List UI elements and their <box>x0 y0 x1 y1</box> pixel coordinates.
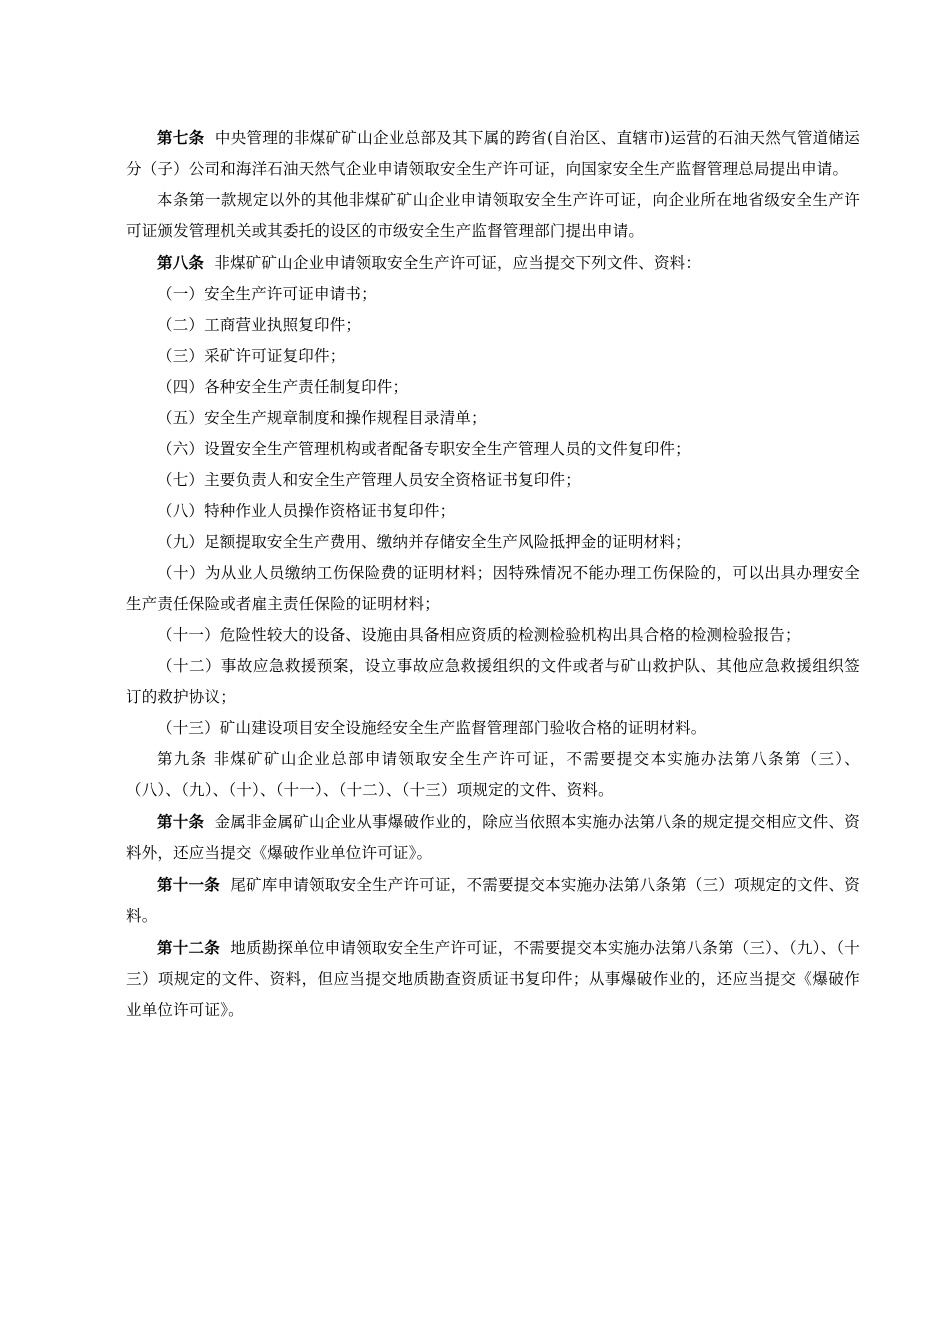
article-heading: 第八条 <box>157 253 205 272</box>
paragraph-text: 金属非金属矿山企业从事爆破作业的，除应当依照本实施办法第八条的规定提交相应文件、资料外，还应当提交《爆破作业单位许可证》。 <box>126 813 860 862</box>
list-item <box>126 465 860 496</box>
list-item-text: （十二）事故应急救援预案，设立事故应急救援组织的文件或者与矿山救护队、其他应急救援组织签订的救护协议； <box>126 657 860 706</box>
paragraph-article-7 <box>126 122 860 185</box>
list-item <box>126 620 860 651</box>
list-item-text: （十）为从业人员缴纳工伤保险费的证明材料；因特殊情况不能办理工伤保险的，可以出具办理安全生产责任保险或者雇主责任保险的证明材料； <box>126 564 860 613</box>
list-item <box>126 713 860 744</box>
paragraph-article-11 <box>126 869 860 932</box>
list-item <box>126 651 860 713</box>
article-heading: 第十二条 <box>157 938 220 957</box>
paragraph-text: 尾矿库申请领取安全生产许可证，不需要提交本实施办法第八条第（三）项规定的文件、资料。 <box>126 876 860 925</box>
list-item-text: （五）安全生产规章制度和操作规程目录清单； <box>157 409 487 427</box>
list-item-text: （十一）危险性较大的设备、设施由具备相应资质的检测检验机构出具合格的检测检验报告； <box>157 626 801 644</box>
list-item-text: （十三）矿山建设项目安全设施经安全生产监督管理部门验收合格的证明材料。 <box>157 719 707 737</box>
list-item-text: （七）主要负责人和安全生产管理人员安全资格证书复印件； <box>157 471 581 489</box>
paragraph-text: 非煤矿矿山企业申请领取安全生产许可证，应当提交下列文件、资料： <box>214 254 702 272</box>
list-item-text: （八）特种作业人员操作资格证书复印件； <box>157 502 456 520</box>
paragraph-text: 中央管理的非煤矿矿山企业总部及其下属的跨省(自治区、直辖市)运营的石油天然气管道储运分（子）公司和海洋石油天然气企业申请领取安全生产许可证，向国家安全生产监督管理总局提出申请。 <box>126 129 860 178</box>
list-item <box>126 341 860 372</box>
article-heading: 第十一条 <box>157 875 220 894</box>
list-item <box>126 372 860 403</box>
list-item-text: （六）设置安全生产管理机构或者配备专职安全生产管理人员的文件复印件； <box>157 440 691 458</box>
document-body <box>126 122 860 1026</box>
list-item-text: （二）工商营业执照复印件； <box>157 316 362 334</box>
paragraph-article-9 <box>126 744 860 806</box>
list-item-text: （九）足额提取安全生产费用、缴纳并存储安全生产风险抵押金的证明材料； <box>157 533 691 551</box>
paragraph-text: 第九条 非煤矿矿山企业总部申请领取安全生产许可证，不需要提交本实施办法第八条第（三）、（八）、（九）、（十）、（十一）、（十二）、（十三）项规定的文件、资料。 <box>126 750 860 799</box>
list-item-text: （四）各种安全生产责任制复印件； <box>157 378 409 396</box>
list-item <box>126 527 860 558</box>
paragraph-text: 本条第一款规定以外的其他非煤矿矿山企业申请领取安全生产许可证，向企业所在地省级安全生产许可证颁发管理机关或其委托的设区的市级安全生产监督管理部门提出申请。 <box>126 191 860 240</box>
paragraph-text: 地质勘探单位申请领取安全生产许可证，不需要提交本实施办法第八条第（三）、（九）、（十三）项规定的文件、资料，但应当提交地质勘查资质证书复印件；从事爆破作业的，还应当提交《爆破作业单位许可证》。 <box>126 939 860 1019</box>
list-item <box>126 403 860 434</box>
paragraph-article-8 <box>126 247 860 279</box>
list-item-text: （三）采矿许可证复印件； <box>157 347 346 365</box>
list-item <box>126 434 860 465</box>
article-heading: 第十条 <box>157 812 205 831</box>
paragraph-article-10 <box>126 806 860 869</box>
article-heading: 第七条 <box>157 128 205 147</box>
list-item <box>126 310 860 341</box>
paragraph-article-12 <box>126 932 860 1026</box>
list-item-text: （一）安全生产许可证申请书； <box>157 285 377 303</box>
list-item <box>126 558 860 620</box>
list-item <box>126 496 860 527</box>
paragraph-article-7-clause-2 <box>126 185 860 247</box>
list-item <box>126 279 860 310</box>
